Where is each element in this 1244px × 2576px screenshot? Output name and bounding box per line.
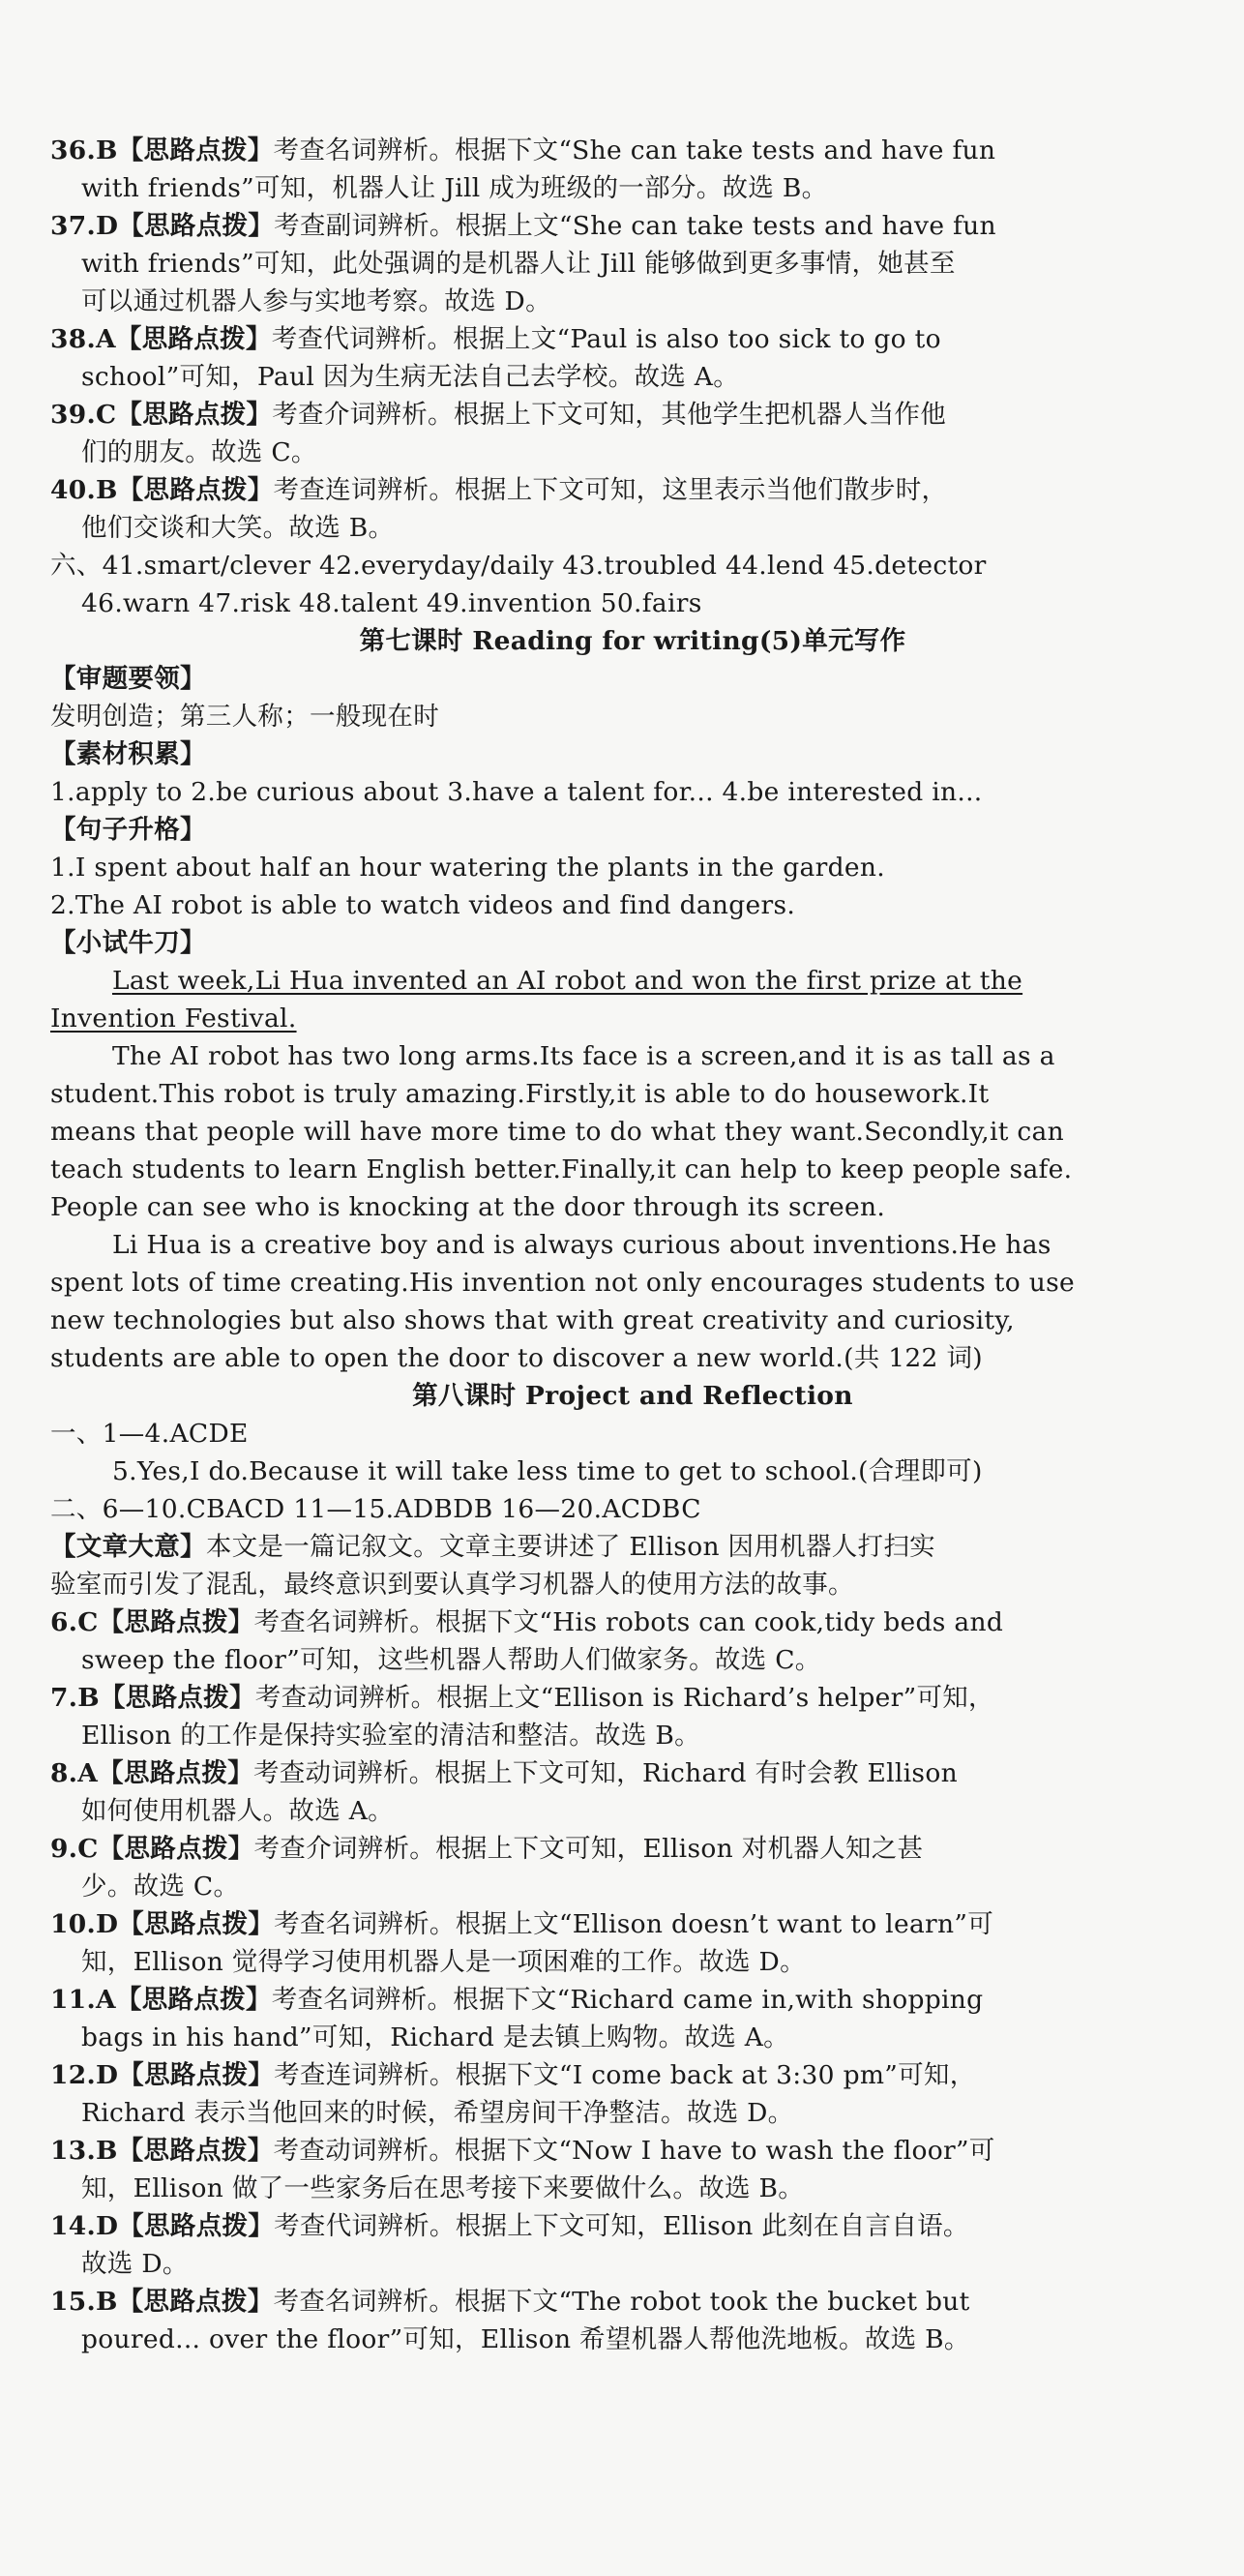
line-text: 考查动词辨析。根据上文“Ellison is Richard’s helper”可知， <box>254 1683 994 1713</box>
line-text: 验室而引发了混乱，最终意识到要认真学习机器人的使用方法的故事。 <box>50 1570 854 1600</box>
line-text: 如何使用机器人。故选 A。 <box>81 1796 394 1826</box>
text-line <box>50 1981 1244 2019</box>
text-line <box>50 962 1244 1000</box>
text-line <box>50 207 1244 245</box>
text-line <box>50 1037 1244 1075</box>
item-number: 9. <box>50 1834 78 1864</box>
line-text: poured... over the floor”可知，Ellison 希望机器人帮他洗地板。故选 B。 <box>81 2324 970 2354</box>
text-line <box>50 358 1244 396</box>
text-line <box>50 2094 1244 2132</box>
section-tag: 【思路点拨】 <box>116 400 273 430</box>
item-number: 15. <box>50 2287 97 2317</box>
section-tag: 【思路点拨】 <box>98 1607 254 1637</box>
line-text: student.This robot is truly amazing.Firstly,it is able to do housework.It <box>50 1079 990 1109</box>
line-text: spent lots of time creating.His invention not only encourages students to use <box>50 1268 1075 1298</box>
line-text: 考查动词辨析。根据上下文可知，Richard 有时会教 Ellison <box>252 1758 958 1788</box>
item-number: 38. <box>50 324 97 354</box>
text-line <box>50 547 1244 584</box>
text-line <box>50 735 1244 773</box>
text-line <box>50 2245 1244 2283</box>
text-line <box>50 1453 1244 1490</box>
section-tag: 【思路点拨】 <box>118 211 275 241</box>
item-number: 11. <box>50 1985 97 2015</box>
text-line <box>50 132 1244 169</box>
text-line <box>50 1302 1244 1339</box>
item-number: 8. <box>50 1758 78 1788</box>
line-text: 故选 D。 <box>81 2249 189 2279</box>
text-line <box>50 434 1244 471</box>
text-line <box>50 660 1244 698</box>
text-line <box>50 811 1244 849</box>
text-line <box>50 1905 1244 1943</box>
text-line <box>50 1679 1244 1717</box>
text-line <box>50 1830 1244 1868</box>
text-line <box>50 1943 1244 1981</box>
item-answer: D <box>96 211 119 241</box>
text-line <box>50 924 1244 962</box>
line-text: 1.apply to 2.be curious about 3.have a talent for... 4.be interested in... <box>50 777 983 807</box>
line-text: Richard 表示当他回来的时候，希望房间干净整洁。故选 D。 <box>81 2098 794 2128</box>
line-text: 考查名词辨析。根据下文“She can take tests and have fun <box>273 135 996 165</box>
section-tag: 【小试牛刀】 <box>50 928 206 958</box>
line-text: 可以通过机器人参与实地考察。故选 D。 <box>81 286 551 316</box>
text-line <box>50 1717 1244 1754</box>
item-answer: B <box>96 475 118 505</box>
text-line <box>50 1566 1244 1603</box>
text-line <box>50 2283 1244 2321</box>
item-number: 40. <box>50 475 97 505</box>
item-number: 14. <box>50 2211 97 2241</box>
item-answer: B <box>96 135 118 165</box>
line-text: 考查名词辨析。根据下文“His robots can cook,tidy beds and <box>253 1607 1004 1637</box>
line-text: The AI robot has two long arms.Its face is a screen,and it is as tall as a <box>112 1041 1055 1071</box>
text-line <box>50 584 1244 622</box>
text-line <box>50 1264 1244 1302</box>
line-text: 少。故选 C。 <box>81 1872 240 1902</box>
line-text: 发明创造；第三人称；一般现在时 <box>50 702 439 732</box>
text-line <box>50 2321 1244 2358</box>
item-answer: C <box>77 1607 99 1637</box>
section-tag: 【思路点拨】 <box>118 2060 275 2090</box>
line-text: 第七课时 Reading for writing(5)单元写作 <box>359 626 906 656</box>
text-line <box>50 1377 1244 1415</box>
line-text: bags in his hand”可知，Richard 是去镇上购物。故选 A。 <box>81 2022 789 2052</box>
text-line <box>50 1075 1244 1113</box>
line-text: 六、41.smart/clever 42.everyday/daily 43.troubled 44.lend 45.detector <box>50 551 987 581</box>
line-text: 考查名词辨析。根据下文“Richard came in,with shopping <box>271 1985 984 2015</box>
line-text: People can see who is knocking at the door through its screen. <box>50 1192 886 1222</box>
line-text: 第八课时 Project and Reflection <box>412 1381 853 1411</box>
item-number: 13. <box>50 2136 97 2166</box>
line-text: Li Hua is a creative boy and is always curious about inventions.He has <box>112 1230 1051 1260</box>
line-text: 考查名词辨析。根据下文“The robot took the bucket but <box>273 2287 970 2317</box>
section-tag: 【素材积累】 <box>50 739 206 769</box>
line-text: 们的朋友。故选 C。 <box>81 437 317 467</box>
line-text: 考查连词辨析。根据上下文可知，这里表示当他们散步时， <box>273 475 948 505</box>
line-text: Ellison 的工作是保持实验室的清洁和整洁。故选 B。 <box>81 1721 700 1751</box>
section-tag: 【句子升格】 <box>50 815 206 845</box>
section-tag: 【思路点拨】 <box>98 1758 253 1788</box>
section-tag: 【文章大意】 <box>50 1532 206 1562</box>
line-text: teach students to learn English better.Finally,it can help to keep people safe. <box>50 1154 1073 1184</box>
text-line <box>50 169 1244 207</box>
line-text: 46.warn 47.risk 48.talent 49.invention 50.fairs <box>81 588 702 618</box>
item-answer: D <box>96 2211 119 2241</box>
text-line <box>50 1754 1244 1792</box>
line-text: with friends”可知，机器人让 Jill 成为班级的一部分。故选 B。 <box>81 173 828 203</box>
text-line <box>50 2056 1244 2094</box>
text-line <box>50 2170 1244 2207</box>
item-answer: B <box>96 2287 118 2317</box>
line-text: with friends”可知，此处强调的是机器人让 Jill 能够做到更多事情，她甚至 <box>81 249 956 279</box>
item-number: 36. <box>50 135 97 165</box>
text-line <box>50 1603 1244 1641</box>
text-line <box>50 1415 1244 1453</box>
item-answer: A <box>77 1758 99 1788</box>
text-line <box>50 2132 1244 2170</box>
line-text: 考查介词辨析。根据上下文可知，Ellison 对机器人知之甚 <box>253 1834 924 1864</box>
section-tag: 【思路点拨】 <box>98 1834 254 1864</box>
item-number: 7. <box>50 1683 78 1713</box>
item-number: 39. <box>50 400 97 430</box>
line-text: 考查动词辨析。根据下文“Now I have to wash the floor”可 <box>273 2136 995 2166</box>
section-tag: 【思路点拨】 <box>115 324 272 354</box>
text-line <box>50 1792 1244 1830</box>
line-text: 考查连词辨析。根据下文“I come back at 3:30 pm”可知， <box>274 2060 976 2090</box>
item-answer: D <box>96 1909 119 1939</box>
line-text: new technologies but also shows that with great creativity and curiosity, <box>50 1305 1015 1335</box>
item-number: 37. <box>50 211 97 241</box>
item-answer: A <box>96 324 116 354</box>
item-answer: C <box>96 400 117 430</box>
line-text: Invention Festival. <box>50 1003 297 1033</box>
line-text: students are able to open the door to discover a new world.(共 122 词) <box>50 1343 983 1373</box>
text-line <box>50 283 1244 320</box>
line-text: Last week,Li Hua invented an AI robot and won the first prize at the <box>112 966 1023 996</box>
line-text: 一、1—4.ACDE <box>50 1419 249 1449</box>
text-line <box>50 698 1244 735</box>
section-tag: 【思路点拨】 <box>118 1909 275 1939</box>
line-text: 考查名词辨析。根据上文“Ellison doesn’t want to learn”可 <box>274 1909 994 1939</box>
section-tag: 【思路点拨】 <box>117 2136 274 2166</box>
text-line <box>50 1528 1244 1566</box>
line-text: 本文是一篇记叙文。文章主要讲述了 Ellison 因用机器人打扫实 <box>205 1532 935 1562</box>
text-line <box>50 1151 1244 1188</box>
item-number: 6. <box>50 1607 78 1637</box>
text-line <box>50 1188 1244 1226</box>
text-line <box>50 849 1244 886</box>
line-text: 知，Ellison 做了一些家务后在思考接下来要做什么。故选 B。 <box>81 2173 805 2203</box>
item-answer: A <box>96 1985 116 2015</box>
text-line <box>50 773 1244 811</box>
text-line <box>50 886 1244 924</box>
text-line <box>50 1226 1244 1264</box>
line-text: means that people will have more time to do what they want.Secondly,it can <box>50 1117 1065 1147</box>
line-text: sweep the floor”可知，这些机器人帮助人们做家务。故选 C。 <box>81 1645 821 1675</box>
item-answer: B <box>77 1683 100 1713</box>
item-number: 10. <box>50 1909 97 1939</box>
text-line <box>50 396 1244 434</box>
text-line <box>50 320 1244 358</box>
section-tag: 【思路点拨】 <box>115 1985 272 2015</box>
text-line <box>50 1113 1244 1151</box>
line-text: 2.The AI robot is able to watch videos and find dangers. <box>50 890 796 920</box>
text-line <box>50 1868 1244 1905</box>
text-line <box>50 509 1244 547</box>
item-answer: C <box>77 1834 99 1864</box>
line-text: 他们交谈和大笑。故选 B。 <box>81 513 395 543</box>
section-tag: 【思路点拨】 <box>117 475 274 505</box>
section-tag: 【思路点拨】 <box>118 2211 275 2241</box>
text-line <box>50 1000 1244 1037</box>
text-line <box>50 2019 1244 2056</box>
line-text: 二、6—10.CBACD 11—15.ADBDB 16—20.ACDBC <box>50 1494 701 1524</box>
line-text: 考查副词辨析。根据上文“She can take tests and have fun <box>274 211 996 241</box>
item-answer: D <box>96 2060 119 2090</box>
line-text: 5.Yes,I do.Because it will take less time to get to school.(合理即可) <box>112 1456 983 1486</box>
text-line <box>50 1339 1244 1377</box>
text-line <box>50 622 1244 660</box>
line-text: 知，Ellison 觉得学习使用机器人是一项困难的工作。故选 D。 <box>81 1947 806 1977</box>
line-text: school”可知，Paul 因为生病无法自己去学校。故选 A。 <box>81 362 740 392</box>
item-answer: B <box>96 2136 118 2166</box>
text-line <box>50 2207 1244 2245</box>
section-tag: 【审题要领】 <box>50 664 206 694</box>
text-line <box>50 245 1244 283</box>
text-line <box>50 1641 1244 1679</box>
section-tag: 【思路点拨】 <box>117 135 274 165</box>
line-text: 1.I spent about half an hour watering the plants in the garden. <box>50 853 885 883</box>
line-text: 考查介词辨析。根据上下文可知，其他学生把机器人当作他 <box>272 400 947 430</box>
text-line <box>50 471 1244 509</box>
item-number: 12. <box>50 2060 97 2090</box>
section-tag: 【思路点拨】 <box>117 2287 274 2317</box>
section-tag: 【思路点拨】 <box>99 1683 255 1713</box>
line-text: 考查代词辨析。根据上文“Paul is also too sick to go to <box>271 324 941 354</box>
text-line <box>50 1490 1244 1528</box>
line-text: 考查代词辨析。根据上下文可知，Ellison 此刻在自言自语。 <box>274 2211 969 2241</box>
